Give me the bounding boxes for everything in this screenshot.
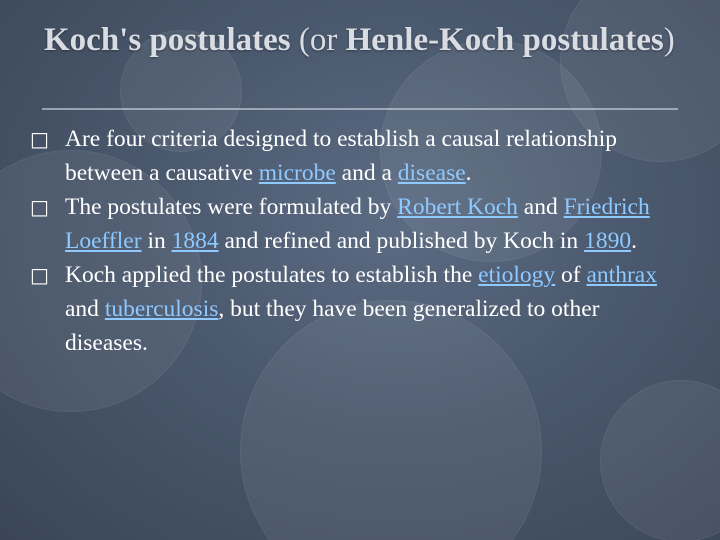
link-1884[interactable]: 1884 xyxy=(171,228,219,254)
bullet-text: Are four criteria designed to establish a causal relationship between a causative xyxy=(65,126,618,186)
slide-title xyxy=(44,18,684,62)
bullet-item xyxy=(30,190,680,258)
link-anthrax[interactable]: anthrax xyxy=(586,262,657,288)
link-friedrich-loeffler[interactable]: Friedrich Loeffler xyxy=(65,194,650,254)
bullet-icon: □ xyxy=(30,195,49,219)
link-1890[interactable]: 1890 xyxy=(584,228,632,254)
bullet-text: . xyxy=(631,228,637,254)
link-disease[interactable]: disease xyxy=(397,160,466,186)
link-etiology[interactable]: etiology xyxy=(478,262,556,288)
title-alt-name: Henle-Koch postulates xyxy=(345,22,664,58)
bullet-text: and a xyxy=(335,160,398,186)
bullet-text: , but they have been generalized to other diseases. xyxy=(65,296,600,356)
slide-body xyxy=(30,122,680,360)
link-robert-koch[interactable]: Robert Koch xyxy=(397,194,518,220)
link-tuberculosis[interactable]: tuberculosis xyxy=(104,296,219,322)
bullet-icon: □ xyxy=(30,263,49,287)
bullet-text: of xyxy=(555,262,587,288)
bullet-text: Koch applied the postulates to establish the xyxy=(65,262,479,288)
bullet-text: The postulates were formulated by xyxy=(65,194,398,220)
title-divider xyxy=(42,108,678,110)
title-text: (or xyxy=(290,22,346,58)
bullet-item xyxy=(30,258,680,360)
title-main: Koch's postulates xyxy=(44,22,291,58)
bullet-text: and xyxy=(517,194,564,220)
bullet-text: and refined and published by Koch in xyxy=(218,228,585,254)
bullet-text: and xyxy=(65,296,105,322)
title-text: ) xyxy=(663,22,675,58)
link-microbe[interactable]: microbe xyxy=(258,160,336,186)
decorative-circle xyxy=(600,380,720,540)
bullet-icon: □ xyxy=(30,127,49,151)
bullet-item xyxy=(30,122,680,190)
bullet-text: in xyxy=(141,228,172,254)
bullet-text: . xyxy=(465,160,472,186)
